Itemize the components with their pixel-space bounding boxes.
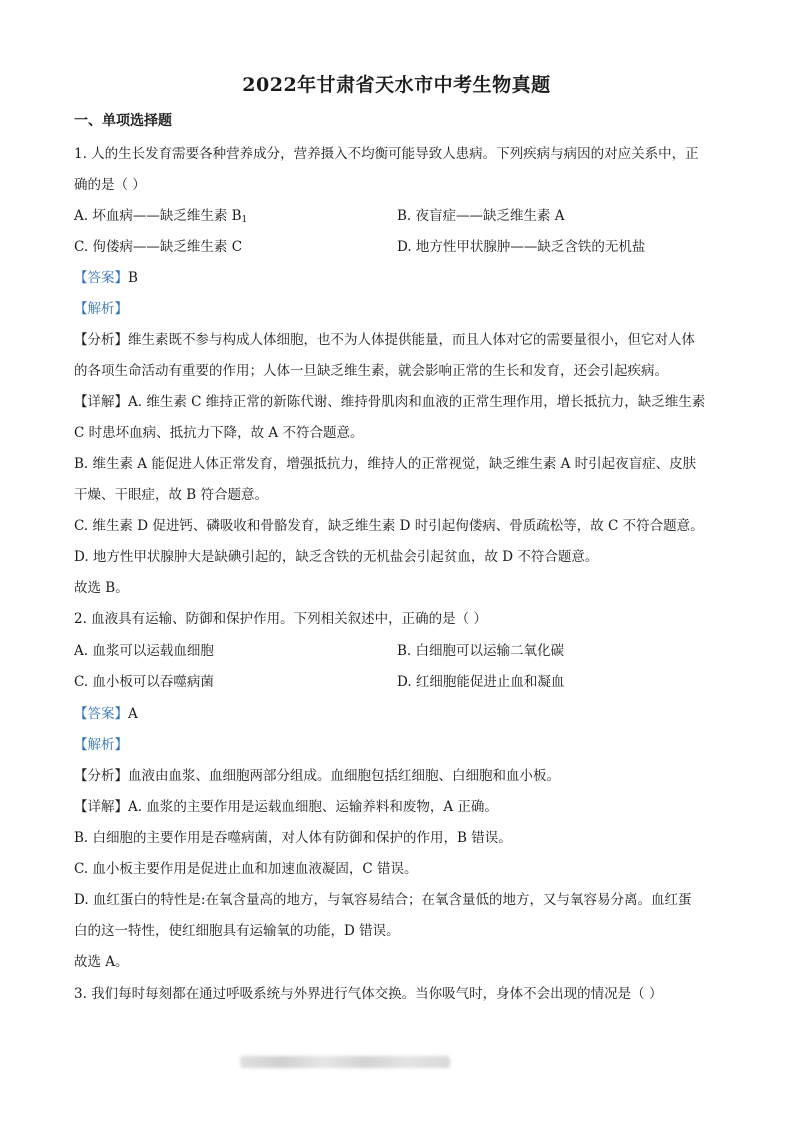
answer-tag: 【答案】 [74,270,128,286]
q1-answer [74,266,138,286]
q2-detail-c: C. 血小板主要作用是促进止血和加速血液凝固，C 错误。 [74,861,418,877]
answer-value: B [128,270,138,286]
answer-value: A [128,706,138,722]
q1-detail-a-cont: C 时患坏血病、抵抗力下降，故 A 不符合题意。 [74,425,364,441]
xiangjie-tag: 【详解】 [74,799,128,815]
q2-option-c: C. 血小板可以吞噬病菌 [74,674,214,690]
q2-detail-d-cont: 白的这一特性，使红细胞具有运输氧的功能，D 错误。 [74,923,400,939]
q1-fenxi [74,328,695,348]
q2-conclusion: 故选 A。 [74,954,129,970]
q1-option-a-text: A. 坏血病——缺乏维生素 B [74,208,242,224]
q1-option-c: C. 佝偻病——缺乏维生素 C [74,239,243,255]
answer-tag: 【答案】 [74,706,128,722]
fenxi-text: 血液由血浆、血细胞两部分组成。血细胞包括红细胞、白细胞和血小板。 [128,768,560,784]
q2-option-b: B. 白细胞可以运输二氧化碳 [397,643,565,659]
fenxi-text: 维生素既不参与构成人体细胞，也不为人体提供能量，而且人体对它的需要量很小，但它对人体 [128,332,695,348]
page-title: 2022年甘肃省天水市中考生物真题 [242,74,551,96]
q2-answer [74,702,138,722]
q1-option-d: D. 地方性甲状腺肿——缺乏含铁的无机盐 [397,239,646,255]
detail-text: A. 血浆的主要作用是运载血细胞、运输养料和废物，A 正确。 [128,799,498,815]
q1-fenxi-cont: 的各项生命活动有重要的作用；人体一旦缺乏维生素，就会影响正常的生长和发育，还会引起疾病。 [74,363,668,379]
q2-analysis-tag: 【解析】 [74,737,128,753]
section-heading: 一、单项选择题 [74,113,172,129]
question-3-stem: 3. 我们每时每刻都在通过呼吸系统与外界进行气体交换。当你吸气时，身体不会出现的情况是（ ） [74,986,663,1002]
q1-conclusion: 故选 B。 [74,580,129,596]
q1-option-a [74,204,247,225]
q2-detail-a [74,795,498,815]
question-1-stem-cont: 确的是（ ） [74,177,146,193]
xiangjie-tag: 【详解】 [74,394,128,410]
detail-text: A. 维生素 C 维持正常的新陈代谢、维持骨肌肉和血液的正常生理作用，增长抵抗力，缺乏维生素 [128,394,706,410]
fenxi-tag: 【分析】 [74,332,128,348]
q1-detail-a [74,390,705,410]
q1-option-b: B. 夜盲症——缺乏维生素 A [397,208,565,224]
fenxi-tag: 【分析】 [74,768,128,784]
question-2-stem: 2. 血液具有运输、防御和保护作用。下列相关叙述中，正确的是（ ） [74,611,487,627]
q2-option-d: D. 红细胞能促进止血和凝血 [397,674,565,690]
q2-detail-d: D. 血红蛋白的特性是:在氧含量高的地方，与氧容易结合；在氧含量低的地方，又与氧容易分离。血红蛋 [74,892,692,908]
q2-option-a: A. 血浆可以运载血细胞 [74,643,214,659]
question-1-stem: 1. 人的生长发育需要各种营养成分，营养摄入不均衡可能导致人患病。下列疾病与病因的对应关系中，正 [74,146,699,162]
q1-detail-c: C. 维生素 D 促进钙、磷吸收和骨骼发育，缺乏维生素 D 时引起佝偻病、骨质疏松等，故 C 不符合题意。 [74,518,704,534]
q1-detail-d: D. 地方性甲状腺肿大是缺碘引起的，缺乏含铁的无机盐会引起贫血，故 D 不符合题意。 [74,549,599,565]
q2-fenxi [74,764,560,784]
q1-option-a-subscript: 1 [241,215,248,225]
q1-detail-b: B. 维生素 A 能促进人体正常发育，增强抵抗力，维持人的正常视觉，缺乏维生素 A 时引起夜盲症、皮肤 [74,456,697,472]
q1-detail-b-cont: 干燥、干眼症，故 B 符合题意。 [74,487,269,503]
blurred-footer-watermark [240,1056,450,1068]
q2-detail-b: B. 白细胞的主要作用是吞噬病菌，对人体有防御和保护的作用，B 错误。 [74,830,512,846]
q1-analysis-tag: 【解析】 [74,301,128,317]
